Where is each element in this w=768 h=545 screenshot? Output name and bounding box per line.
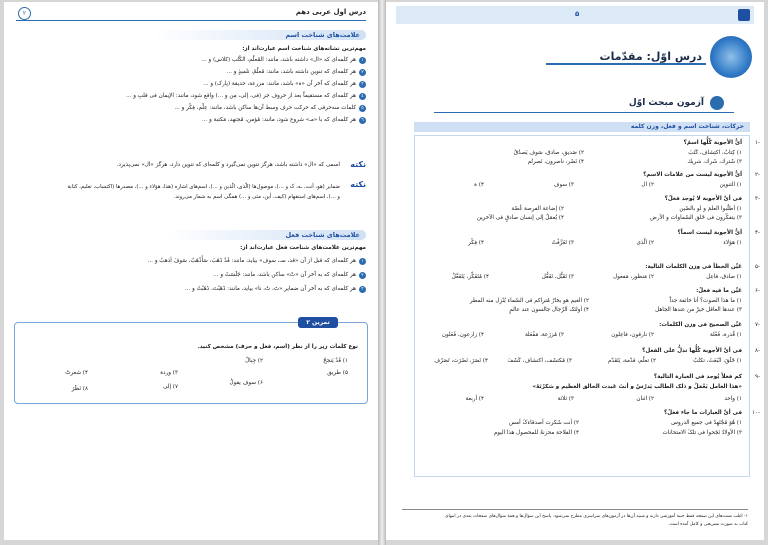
question-option: ۳) ثلاثة xyxy=(557,396,574,402)
left-page-header xyxy=(16,8,366,21)
list-item: هر کلمه‌ای که آخر آن «ة» باشد، مانند: مزرعة، حدیقة (پارک) و ... xyxy=(203,81,356,87)
exercise-question: نوع کلمات زیر را از نظر (اسم، فعل و حرف) مشخص کنید. xyxy=(197,344,358,350)
question-option: ۴) أولئک الرّجال جالسون عند عالمٍ xyxy=(509,307,589,313)
list-item: هر کلمه‌ای که به آخر آن «تْ» ساکن باشد، مانند: جَلَسَتْ و ... xyxy=(213,272,356,278)
question-option: ۴) مُتَفَکِّر، یَتَفَعَّلُ xyxy=(451,274,489,280)
exercise-option: ۵) طریق xyxy=(327,370,348,376)
question-text: أیُّ الأجوبة لیست اسماً؟ xyxy=(677,230,742,236)
question-option: ۲) الّذی xyxy=(636,240,654,246)
question-option: ۲) مَنظور، مَفعول xyxy=(613,274,654,280)
question-number: -۱ xyxy=(754,140,760,146)
section-intro: مهم‌ترین نشانه‌های شناخت اسم عبارت‌اند از: xyxy=(242,46,366,52)
note-text: اسمی که «ال» داشته باشد، هرگز تنوین نمی‌گیرد و کلمه‌ای که تنوین دارد، هرگز «ال» نمی‌پذیرد. xyxy=(116,162,340,168)
question-number: -۶ xyxy=(754,288,760,294)
item-number-icon: ١ xyxy=(359,57,366,64)
question-option: ۴) أربعة xyxy=(465,396,484,402)
item-number-icon: ٦ xyxy=(359,117,366,124)
question-option: ۱) صادق، فاعِل xyxy=(706,274,742,280)
exercise-option: ۸) نَظَرَ xyxy=(71,386,88,392)
note-text: ضمایر (هو، أنت، ـه، ک و ...)، موصول‌ها (الّذی، الّذین و ...)، اسم‌های اشاره (هذا، هؤلاء و ...)، مصدرها (اکتساب، تعلیم، کتابة xyxy=(67,184,340,190)
question-option: ۱) أطلُبوا العلمَ و لو بالصّین xyxy=(679,206,742,212)
item-number-icon: ٢ xyxy=(359,69,366,76)
exercise-option: ۲) جِبالٌ xyxy=(245,358,263,364)
question-option: ۳) مُکتشَف، اکتشاف، کَشَفَ xyxy=(507,358,572,364)
question-option: ۳) مُزرَعة، مَفْعَلة xyxy=(524,332,564,338)
item-number-icon: ٢ xyxy=(359,272,366,279)
item-number-icon: ١ xyxy=(359,258,366,265)
question-option: ۱) هُوَ مُجْتَهِدٌ فی جمیع الدروس xyxy=(671,420,742,426)
question-text: أیُّ الأجوبة لیست من علامات الاسم؟ xyxy=(643,172,742,178)
question-option: ۴) فِکْر xyxy=(468,240,484,246)
item-number-icon: ٣ xyxy=(359,286,366,293)
question-option: ۳) تَقَبُّل، تَفَعُّل xyxy=(541,274,574,280)
question-option: ۳) تَعَرَّفْتُ xyxy=(551,240,574,246)
book-gutter xyxy=(378,0,386,545)
page-number: ۲ xyxy=(18,7,31,20)
list-item: هر کلمه‌ای که مستقیماً بعد از حروف جر (فی، إلی، مِن و ...) واقع شود، مانند: الإیمان فی قلبِ و ... xyxy=(126,93,356,99)
question-option: ۳) الأولادُ نَجَحوا فی تلکَ الامتحانات xyxy=(662,430,742,436)
note-icon: نکته xyxy=(350,160,366,169)
exercise-option: ۴) شعرتُ xyxy=(65,370,88,376)
lesson-emblem-icon xyxy=(710,36,752,78)
question-text: فی أیِّ الأجوبة کُلُّها تدلُّ علی الفعل؟ xyxy=(642,348,742,354)
question-option: ۲) ال xyxy=(641,182,654,188)
question-option: ۲) الغیم هو بخارٌ مُتراکم فی السّماء یُنْزِل منه المطر xyxy=(469,298,589,304)
list-item: هر کلمه‌ای که به آخر آن ضمایر «تَ، تُ، نا» بیاید، مانند: ذَهَبْتَ، ذَهَبْتُ و ... xyxy=(184,286,356,292)
question-number: -۹ xyxy=(754,374,760,380)
section-heading-verb xyxy=(164,230,366,240)
question-option: ۲) إضاعة الفرصة غُصّة xyxy=(511,206,564,212)
list-item: هر کلمه‌ای که «ال» داشته باشد، مانند: المُعلّم، الکُتُب (کلاس) و ... xyxy=(201,57,356,63)
question-text: فی أیِّ الأجوبة لا یُوجد فعلٌ؟ xyxy=(664,196,742,202)
right-page-header xyxy=(396,6,754,24)
question-option: ۱) قُدرة، فَعْلة xyxy=(709,332,742,338)
question-text: عَیِّن ما فیه فعلٌ: xyxy=(696,288,742,294)
exercise-option: ۳) وردة xyxy=(160,370,178,376)
publisher-logo-icon xyxy=(738,9,750,21)
note-text: و ...)، اسم‌های استفهام (کیف، أین، متی و ...) همگی اسم به شمار می‌روند. xyxy=(173,194,340,200)
item-number-icon: ٤ xyxy=(359,93,366,100)
exercise-option: ۱) قَدْ یَنجحُ xyxy=(323,358,348,364)
question-number: -۱۰ xyxy=(751,410,760,416)
footnote-text: ۱- اغلب تست‌های این صفحه فقط جنبهٔ آموزشی دارند و شبیه آن‌ها در آزمون‌های سراسری مطرح نمی‌شود. پاسخ این سؤال‌ها و همهٔ سؤال‌های صفحات بعدی در انتهای xyxy=(445,514,748,519)
divider xyxy=(434,112,734,113)
question-option: ۲) أنت شَکرت أصدقاءکَ أمس xyxy=(509,420,579,426)
footnote-text: کتاب به صورت تشریحی و کامل آمده است. xyxy=(668,522,748,527)
question-option: ۴) یُعمَلُ إلی إنسان صادقٍ فی الآخرین xyxy=(476,215,564,221)
question-option: ۴) نَصْر، ناصرون، نَصرتُم xyxy=(527,159,584,165)
question-option: ۲) اثنان xyxy=(636,396,654,402)
question-text: «هذا العامل یَعْمَلُ و ذلک الطالب یَدرُسُ و أنتَ عَبدت الخالق العظیم و شکرْتَهُ» xyxy=(532,384,742,390)
exam-title: آزمون مبحث اوّل xyxy=(628,98,704,108)
question-option: ۴) زارعون، فَعَلون xyxy=(441,332,484,338)
section-title: علامت‌های شناخت اسم xyxy=(285,31,360,39)
question-section-title: حرکات، شناخت اسم و فعل، وزن کلمه xyxy=(630,123,744,130)
question-option: ۳) یتفکّرون فی خَلقِ السّماوات و الأرض xyxy=(650,215,742,221)
question-section-heading xyxy=(414,122,750,132)
question-option: ۳) سوف xyxy=(553,182,574,188)
page-number: ۵ xyxy=(575,10,580,18)
question-number: -۵ xyxy=(754,264,760,270)
right-page xyxy=(386,2,764,540)
lesson-title: درس اوّل: مقدّمات xyxy=(599,50,702,63)
section-intro: مهم‌ترین علامت‌های شناخت فعل عبارت‌اند از: xyxy=(240,245,366,251)
question-number: -۸ xyxy=(754,348,760,354)
list-item: هر کلمه‌ای که تنوین داشته باشد، مانند: مُعلّمٌ، تلمیذٍ و ... xyxy=(226,69,356,75)
item-number-icon: ٣ xyxy=(359,81,366,88)
question-option: ۱) هؤلاء xyxy=(723,240,742,246)
question-option: ۱) ما هذا الصوت؟ أنا خائفة جداً xyxy=(669,298,742,304)
page-title: درس اول عربی دهم xyxy=(295,8,366,16)
exercise-option: ۷) إلی xyxy=(163,384,178,390)
left-page xyxy=(4,2,378,540)
question-option: ۴) الفلاحة محزنةٌ للمحصول هذا الیوم xyxy=(493,430,579,436)
footnote xyxy=(402,509,748,512)
exam-bullet-icon xyxy=(710,96,724,110)
question-option: ۱) واحد xyxy=(724,396,742,402)
question-option: ۲) صَدیق، صادق، سَوف یَصدُقُ xyxy=(513,150,584,156)
section-heading-noun xyxy=(154,30,366,40)
question-option: ۱) التنوین xyxy=(719,182,742,188)
question-text: أیُّ الأجوبة کُلُّها اسمٌ؟ xyxy=(683,140,742,146)
question-option: ۳) عندها العاقل خیرٌ من عندها الجاهل xyxy=(655,307,742,313)
question-option: ۱) خَلَقَ، انْبَعَثَ، تکتُبُ xyxy=(693,358,742,364)
question-number: -۴ xyxy=(754,230,760,236)
question-number: -۷ xyxy=(754,322,760,328)
exercise-box xyxy=(14,322,368,404)
section-title: علامت‌های شناخت فعل xyxy=(285,231,360,239)
exercise-option: ۶) سوف یقولُ xyxy=(229,380,263,386)
question-text: فی أیِّ العبارات ما جاء فعلٌ؟ xyxy=(663,410,742,416)
exercise-badge: تمرین ۲ xyxy=(298,317,338,328)
question-option: ۴) ة xyxy=(474,182,484,188)
question-text: کم فعلاً یُوجد فی العبارة التالیة؟ xyxy=(653,374,742,380)
list-item: هر کلمه‌ای که با «مـ» شروع شود، مانند: مُؤمن، مُجتهد، مَکتبة و ... xyxy=(202,117,356,123)
question-option: ۴) نَصَرَ، نَصْرَت، تَصَرّف xyxy=(434,358,488,364)
question-text: عَیِّن الخطأ فی وزن الکلمات التالیة: xyxy=(645,264,742,270)
divider xyxy=(546,63,706,65)
question-option: ۳) شَترك، شَرك، شريك xyxy=(687,159,742,165)
list-item: هر کلمه‌ای که قبل از آن «قد، سـ، سوف» بیاید، مانند: قَدْ ذَهَبَ، سَأَذْهَبُ، سَوفَ أذهبُ و ... xyxy=(147,258,356,264)
question-option: ۲) تعلّم، قدّمة، یَتَقَدّم xyxy=(607,358,656,364)
note-icon: نکته xyxy=(350,180,366,189)
question-text: عَیِّن الصحیح فی وزن الکلمات: xyxy=(659,322,742,328)
question-option: ۲) نارقون، فاعِلون xyxy=(611,332,654,338)
question-number: -۳ xyxy=(754,196,760,202)
item-number-icon: ٥ xyxy=(359,105,366,112)
question-number: -۲ xyxy=(754,172,760,178)
list-item: کلمات سه‌حرفی که حرکت حرف وسط آن‌ها ساکن باشد، مانند: عِلْم، فِکْر و ... xyxy=(174,105,356,111)
question-option: ۱) کِتابٌ، اکتِشاف، کَتَبَ xyxy=(688,150,742,156)
